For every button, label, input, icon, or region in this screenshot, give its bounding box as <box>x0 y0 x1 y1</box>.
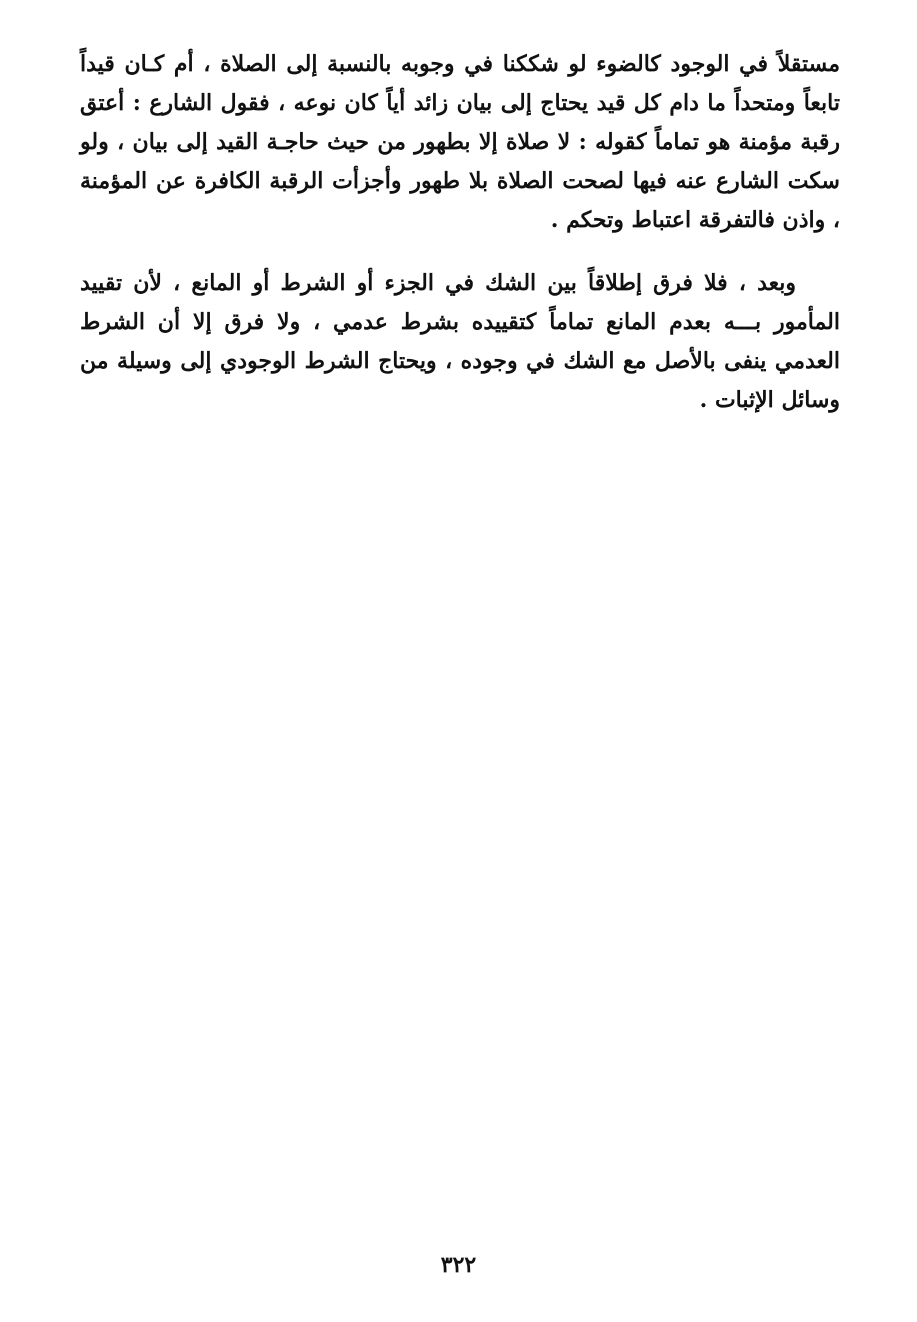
page-number: ٣٢٢ <box>440 1252 477 1278</box>
paragraph-2: وبعد ، فلا فرق إطلاقاً بين الشك في الجزء أو الشرط أو المانع ، لأن تقييد المأمور بـــه بعدم المانع تماماً كتقييده بشرط عدمي ، ولا فرق إلا أن الشرط العدمي ينفى بالأصل مع الشك في وجوده ، ويحتاج الشرط الوجودي إلى وسيلة من وسائل الإثبات . <box>80 270 840 413</box>
paragraph-1: مستقلاً في الوجود كالضوء لو شككنا في وجوبه بالنسبة إلى الصلاة ، أم كـان قيداً تابعاً ومتحداً ما دام كل قيد يحتاج إلى بيان زائد أياً كان نوعه ، فقول الشارع : أعتق رقبة مؤمنة هو تماماً كقوله : لا صلاة إلا بطهور من حيث حاجـة القيد إلى بيان ، ولو سكت الشارع عنه فيها لصحت الصلاة بلا طهور وأجزأت الرقبة الكافرة عن المؤمنة ، واذن فالتفرقة اعتباط وتحكم . <box>80 51 840 233</box>
